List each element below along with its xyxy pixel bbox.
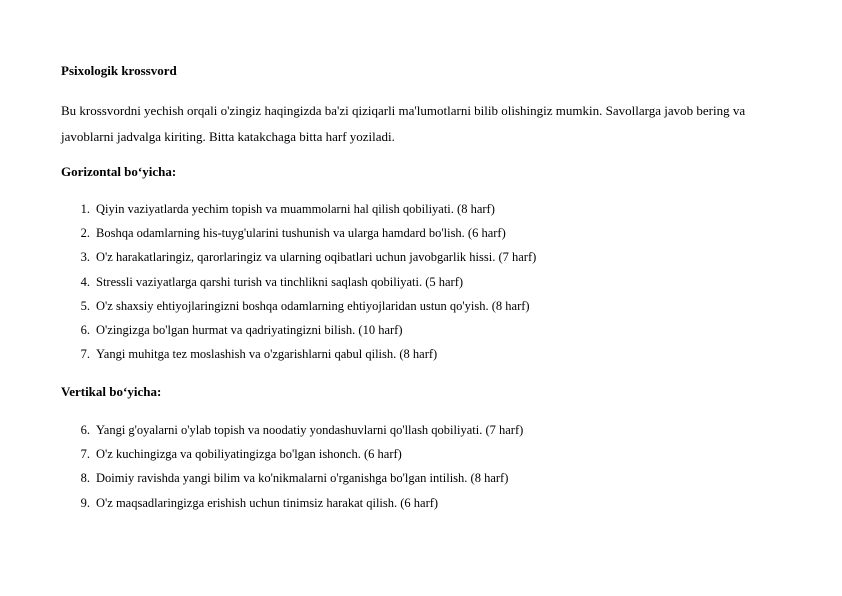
clue-number: 7. xyxy=(80,347,90,362)
list-item xyxy=(61,345,536,369)
vertical-clue-list xyxy=(61,421,523,518)
list-item xyxy=(61,494,523,518)
list-item xyxy=(61,445,523,469)
clue-number: 4. xyxy=(80,274,90,289)
clue-text: O'z shaxsiy ehtiyojlaringizni boshqa odamlarning ehtiyojlaridan ustun qo'yish. (8 harf) xyxy=(96,298,530,313)
clue-number: 8. xyxy=(80,471,90,486)
clue-number: 3. xyxy=(80,250,90,265)
clue-number: 1. xyxy=(80,202,90,216)
clue-text: Qiyin vaziyatlarda yechim topish va muammolarni hal qilish qobiliyati. (8 harf) xyxy=(96,202,495,216)
clue-text: Stressli vaziyatlarga qarshi turish va tinchlikni saqlash qobiliyati. (5 harf) xyxy=(96,274,464,289)
clue-text: O'z harakatlaringiz, qarorlaringiz va ularning oqibatlari uchun javobgarlik hissi. (7 harf) xyxy=(96,250,537,265)
clue-text: Doimiy ravishda yangi bilim va ko'nikmalarni o'rganishga bo'lgan intilish. (8 harf) xyxy=(96,471,509,486)
clue-number: 5. xyxy=(80,298,90,313)
list-item xyxy=(61,273,536,297)
list-item xyxy=(61,248,536,272)
clue-text: Boshqa odamlarning his-tuyg'ularini tushunish va ularga hamdard bo'lish. (6 harf) xyxy=(96,226,506,241)
clue-number: 6. xyxy=(80,322,90,337)
clue-text: Yangi muhitga tez moslashish va o'zgarishlarni qabul qilish. (8 harf) xyxy=(96,347,438,362)
clue-number: 9. xyxy=(80,495,90,510)
list-item xyxy=(61,421,523,445)
clue-text: O'zingizga bo'lgan hurmat va qadriyatingizni bilish. (10 harf) xyxy=(96,322,403,337)
clue-number: 2. xyxy=(80,226,90,241)
clue-text: O'z maqsadlaringizga erishish uchun tinimsiz harakat qilish. (6 harf) xyxy=(96,495,439,510)
list-item xyxy=(61,469,523,493)
horizontal-heading: Gorizontal bo‘yicha: xyxy=(61,164,177,179)
clue-number: 6. xyxy=(80,423,90,437)
list-item xyxy=(61,200,536,224)
list-item xyxy=(61,321,536,345)
vertical-heading: Vertikal bo‘yicha: xyxy=(61,384,162,399)
document-title: Psixologik krossvord xyxy=(61,63,177,78)
clue-number: 7. xyxy=(80,447,90,462)
list-item xyxy=(61,297,536,321)
clue-text: Yangi g'oyalarni o'ylab topish va noodatiy yondashuvlarni qo'llash qobiliyati. (7 harf) xyxy=(96,423,524,437)
list-item xyxy=(61,224,536,248)
clue-text: O'z kuchingizga va qobiliyatingizga bo'lgan ishonch. (6 harf) xyxy=(96,447,402,462)
horizontal-clue-list xyxy=(61,200,536,369)
intro-paragraph: Bu krossvordni yechish orqali o'zingiz haqingizda ba'zi qiziqarli ma'lumotlarni bilib olishingiz mumkin. Savollarga javob bering va javoblarni jadvalga kiriting. Bitta katakchaga bitta harf yoziladi. xyxy=(61,103,746,144)
